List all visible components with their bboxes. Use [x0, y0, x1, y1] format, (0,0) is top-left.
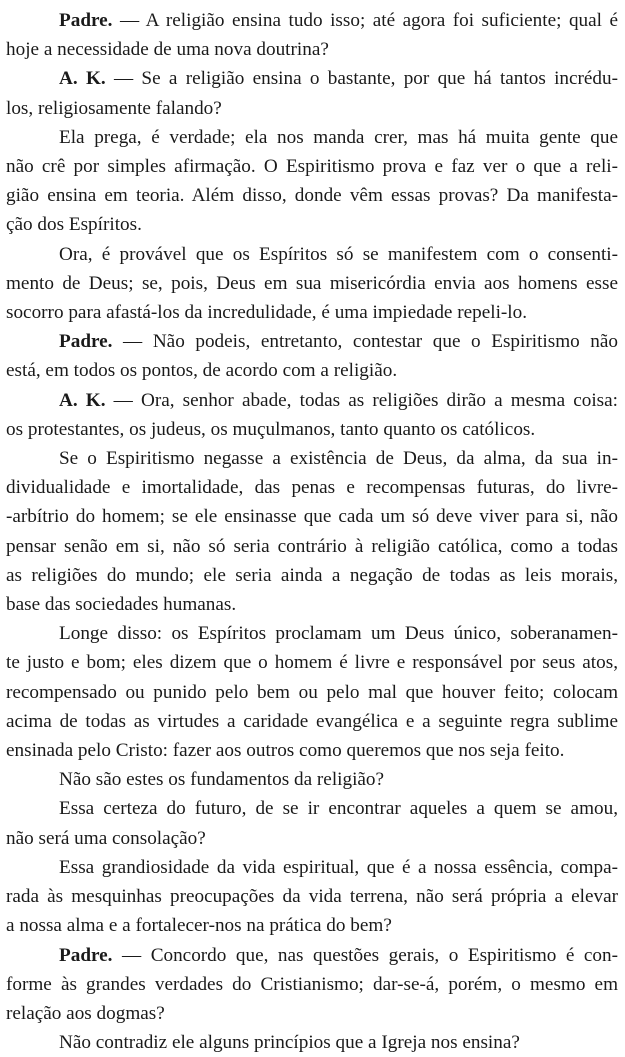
- line-text: os protestantes, os judeus, os muçulmanos, tanto quanto os católicos.: [6, 418, 536, 440]
- line-text: base das sociedades humanas.: [6, 594, 237, 616]
- paragraph: [6, 853, 618, 941]
- line-text: forme às grandes verdades do Cristianismo; dar-se-á, porém, o mesmo em: [6, 973, 618, 995]
- line-text: não crê por simples afirmação. O Espiritismo prova e faz ver o que a reli-: [6, 156, 618, 178]
- line-text: hoje a necessidade de uma nova doutrina?: [6, 39, 329, 61]
- line-text: — Ora, senhor abade, todas as religiões dirão a mesma coisa:: [105, 389, 618, 411]
- text-line: [6, 970, 618, 999]
- text-line: [6, 298, 618, 327]
- speaker-label: Padre.: [59, 10, 113, 31]
- text-line: [6, 181, 618, 210]
- line-text: — A religião ensina tudo isso; até agora foi suficiente; qual é: [112, 10, 618, 31]
- text-line: [6, 619, 618, 648]
- text-line: [6, 415, 618, 444]
- line-text: socorro para afastá-los da incredulidade, é uma impiedade repeli-lo.: [6, 302, 528, 324]
- text-line: [6, 94, 618, 123]
- paragraph: [6, 794, 618, 852]
- text-line: [6, 1028, 618, 1057]
- line-text: pensar senão em si, não só seria contrário à religião católica, como a todas: [6, 535, 618, 557]
- paragraph: [6, 386, 618, 444]
- text-line: [6, 707, 618, 736]
- line-text: não será uma consolação?: [6, 827, 206, 849]
- text-line: [6, 853, 618, 882]
- document-page: [6, 6, 618, 1057]
- line-text: acima de todas as virtudes a caridade evangélica e a seguinte regra sublime: [6, 710, 618, 732]
- text-line: [6, 35, 618, 64]
- paragraph: [6, 6, 618, 64]
- text-line: [6, 64, 618, 93]
- text-line: [6, 123, 618, 152]
- line-text: -arbítrio do homem; se ele ensinasse que cada um só deve viver para si, não: [6, 506, 618, 528]
- line-text: rada às mesquinhas preocupações da vida terrena, não será própria a elevar: [6, 886, 618, 908]
- line-text: Não contradiz ele alguns princípios que a Igreja nos ensina?: [59, 1032, 520, 1054]
- line-text: — Se a religião ensina o bastante, por que há tantos incrédu-: [105, 68, 618, 90]
- text-line: [6, 590, 618, 619]
- line-text: ensinada pelo Cristo: fazer aos outros como queremos que nos seja feito.: [6, 740, 565, 762]
- line-text: — Concordo que, nas questões gerais, o Espiritismo é con-: [112, 944, 618, 966]
- paragraph: [6, 123, 618, 240]
- paragraph: [6, 1028, 618, 1057]
- line-text: Longe disso: os Espíritos proclamam um Deus único, soberanamen-: [59, 623, 618, 645]
- text-line: [6, 386, 618, 415]
- text-line: [6, 210, 618, 239]
- paragraph: [6, 240, 618, 328]
- line-text: ção dos Espíritos.: [6, 214, 142, 236]
- speaker-label: A. K.: [59, 389, 106, 411]
- paragraph: [6, 64, 618, 122]
- text-line: [6, 911, 618, 940]
- text-line: [6, 765, 618, 794]
- line-text: está, em todos os pontos, de acordo com a religião.: [6, 360, 398, 382]
- text-line: [6, 648, 618, 677]
- text-line: [6, 532, 618, 561]
- speaker-label: Padre.: [59, 944, 113, 966]
- text-line: [6, 882, 618, 911]
- text-line: [6, 678, 618, 707]
- text-line: [6, 240, 618, 269]
- line-text: — Não podeis, entretanto, contestar que o Espiritismo não: [112, 331, 618, 353]
- line-text: gião ensina em teoria. Além disso, donde vêm essas provas? Da manifesta-: [6, 185, 618, 207]
- line-text: Se o Espiritismo negasse a existência de Deus, da alma, da sua in-: [59, 448, 618, 470]
- paragraph: [6, 444, 618, 619]
- paragraph: [6, 619, 618, 765]
- paragraph: [6, 765, 618, 794]
- line-text: recompensado ou punido pelo bem ou pelo mal que houver feito; colocam: [6, 681, 618, 703]
- line-text: Ela prega, é verdade; ela nos manda crer, mas há muita gente que: [59, 126, 618, 148]
- line-text: Ora, é provável que os Espíritos só se manifestem com o consenti-: [59, 243, 618, 265]
- text-line: [6, 473, 618, 502]
- text-line: [6, 941, 618, 970]
- line-text: Essa grandiosidade da vida espiritual, que é a nossa essência, compa-: [59, 856, 618, 878]
- line-text: as religiões do mundo; ele seria ainda a negação de todas as leis morais,: [6, 564, 618, 586]
- speaker-label: Padre.: [59, 331, 113, 353]
- text-line: [6, 6, 618, 35]
- line-text: relação aos dogmas?: [6, 1002, 165, 1024]
- line-text: los, religiosamente falando?: [6, 97, 222, 119]
- text-line: [6, 269, 618, 298]
- text-line: [6, 999, 618, 1028]
- text-line: [6, 794, 618, 823]
- line-text: Essa certeza do futuro, de se ir encontrar aqueles a quem se amou,: [59, 798, 618, 820]
- text-line: [6, 152, 618, 181]
- paragraph: [6, 327, 618, 385]
- text-line: [6, 444, 618, 473]
- line-text: Não são estes os fundamentos da religião?: [59, 769, 385, 791]
- speaker-label: A. K.: [59, 68, 106, 90]
- line-text: dividualidade e imortalidade, das penas e recompensas futuras, do livre-: [6, 477, 618, 499]
- text-line: [6, 356, 618, 385]
- line-text: mento de Deus; se, pois, Deus em sua misericórdia envia aos homens esse: [6, 272, 618, 294]
- line-text: te justo e bom; eles dizem que o homem é livre e responsável por seus atos,: [6, 652, 618, 674]
- text-line: [6, 736, 618, 765]
- text-line: [6, 824, 618, 853]
- text-line: [6, 502, 618, 531]
- text-line: [6, 561, 618, 590]
- text-line: [6, 327, 618, 356]
- paragraph: [6, 941, 618, 1029]
- line-text: a nossa alma e a fortalecer-nos na prática do bem?: [6, 915, 392, 937]
